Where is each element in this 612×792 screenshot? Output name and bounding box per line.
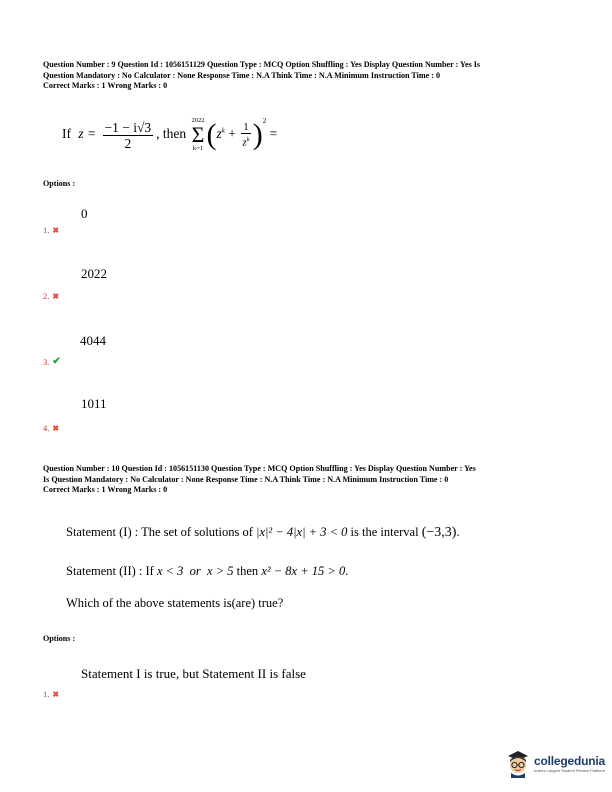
- stmt2-inequality: x² − 8x + 15 > 0: [261, 564, 346, 578]
- q9-then: , then: [156, 126, 187, 142]
- q10-question: Which of the above statements is(are) true?: [66, 596, 284, 610]
- q10-statement-1: [66, 525, 460, 541]
- left-paren: (: [206, 118, 217, 151]
- logo-tagline: India's Largest Student Review Platform: [534, 767, 606, 773]
- q9-zk-base: z: [216, 126, 222, 142]
- q9-option-3[interactable]: [43, 356, 61, 367]
- q9-sum-lower: k=1: [192, 145, 204, 152]
- q9-option-1[interactable]: [43, 225, 59, 235]
- logo-name: collegedunia: [534, 753, 605, 768]
- q9-meta-line2: Question Mandatory : No Calculator : None Response Time : N.A Think Time : N.A Minimum Instruction Time : 0: [43, 70, 440, 80]
- q10-statement-2: [66, 564, 348, 579]
- cross-icon: ✖: [52, 689, 60, 699]
- stmt1-inequality: |x|² − 4|x| + 3 < 0: [256, 525, 348, 539]
- q9-option-4[interactable]: [43, 423, 59, 433]
- cross-icon: ✖: [52, 291, 60, 301]
- q9-option-2[interactable]: [43, 291, 59, 301]
- q10-options-label: Options :: [43, 634, 76, 643]
- cross-icon: ✖: [52, 225, 60, 235]
- sigma-symbol: Σ: [191, 122, 205, 147]
- q10-meta-line1: Question Number : 10 Question Id : 1056151130 Question Type : MCQ Option Shuffling : Yes Display Question Number : Yes: [43, 464, 476, 473]
- stmt2-then: then: [233, 564, 262, 578]
- q9-inverse-fraction: [241, 121, 251, 149]
- right-paren: ): [252, 118, 263, 151]
- option-number: 2.: [43, 291, 50, 301]
- stmt1-middle: is the interval: [347, 525, 422, 539]
- q9-inv-den-exp: k: [246, 137, 250, 144]
- stmt2-prefix: Statement (II) : If: [66, 564, 157, 578]
- q9-zk-exp: k: [221, 126, 225, 135]
- stmt1-period: .: [456, 525, 460, 539]
- q9-z-numerator: −1 − i√3: [104, 119, 152, 135]
- option-number: 1.: [43, 689, 50, 699]
- q9-summation: [192, 117, 205, 153]
- q9-meta-line3: Correct Marks : 1 Wrong Marks : 0: [43, 81, 168, 91]
- stmt2-period: .: [345, 564, 349, 578]
- q9-z-denominator: 2: [124, 135, 132, 151]
- q10-meta-line2: Is Question Mandatory : No Calculator : None Response Time : N.A Think Time : N.A Minimum Instruction Time : 0: [43, 474, 449, 484]
- q9-equals: =: [269, 126, 278, 142]
- q9-inv-num: 1: [243, 121, 249, 134]
- q9-sum-upper: 2022: [191, 117, 205, 124]
- q10-metadata: [43, 464, 573, 496]
- check-icon: ✔: [52, 356, 61, 367]
- q9-if: If: [62, 126, 71, 142]
- q10-option-1[interactable]: [43, 689, 59, 699]
- q9-square: 2: [262, 116, 267, 125]
- q9-inv-den: z: [242, 136, 247, 149]
- q9-option-3-text: 4044: [80, 333, 106, 348]
- q9-option-1-text: 0: [81, 206, 88, 221]
- q9-meta-line1: Question Number : 9 Question Id : 1056151129 Question Type : MCQ Option Shuffling : Yes Display Question Number : Yes Is: [43, 60, 481, 69]
- q10-meta-line3: Correct Marks : 1 Wrong Marks : 0: [43, 485, 168, 495]
- q9-z-fraction: [103, 120, 154, 151]
- q9-options-label: Options :: [43, 179, 76, 188]
- option-number: 1.: [43, 225, 50, 235]
- q9-question-text: [62, 117, 277, 167]
- q9-z-eq: z =: [78, 126, 97, 142]
- collegedunia-logo[interactable]: [505, 748, 605, 778]
- cross-icon: ✖: [52, 423, 60, 433]
- q9-option-4-text: 1011: [81, 396, 107, 411]
- stmt2-condition: x < 3 or x > 5: [156, 564, 234, 578]
- q10-option-1-text: Statement I is true, but Statement II is false: [81, 666, 306, 681]
- option-number: 4.: [43, 423, 50, 433]
- q9-option-2-text: 2022: [81, 266, 107, 281]
- stmt1-prefix: Statement (I) : The set of solutions of: [66, 525, 257, 539]
- q9-plus: +: [228, 126, 236, 142]
- option-number: 3.: [43, 356, 50, 367]
- q9-metadata: [43, 60, 573, 92]
- mascot-icon: [505, 748, 531, 778]
- stmt1-interval: (−3,3): [421, 525, 457, 540]
